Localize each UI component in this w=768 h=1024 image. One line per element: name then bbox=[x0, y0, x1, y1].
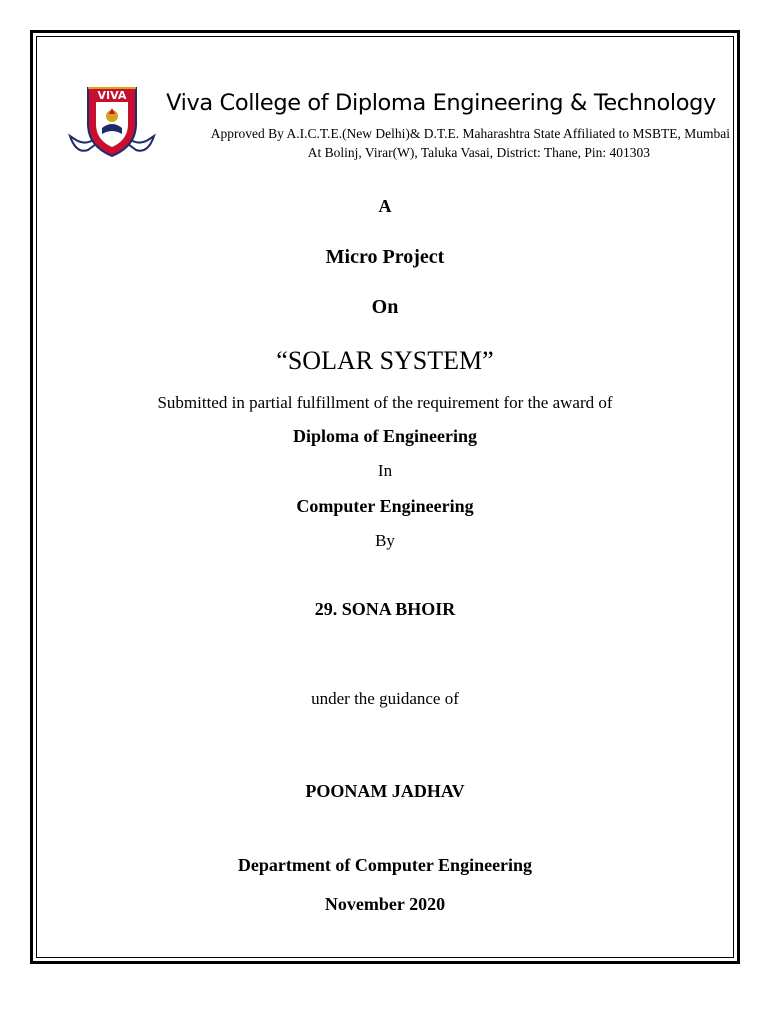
approval-line: Approved By A.I.C.T.E.(New Delhi)& D.T.E. Maharashtra State Affiliated to MSBTE, Mumbai bbox=[210, 126, 730, 141]
address-line: At Bolinj, Virar(W), Taluka Vasai, District: Thane, Pin: 401303 bbox=[307, 145, 650, 160]
crest-label: VIVA bbox=[97, 89, 127, 102]
department-label: Department of Computer Engineering bbox=[237, 855, 533, 875]
college-header bbox=[66, 84, 730, 164]
guidance-label: under the guidance of bbox=[311, 689, 459, 708]
guide-name: POONAM JADHAV bbox=[305, 781, 465, 801]
line-a: A bbox=[378, 196, 392, 216]
diploma-label: Diploma of Engineering bbox=[292, 426, 477, 446]
date-label: November 2020 bbox=[324, 894, 446, 914]
by-label: By bbox=[375, 531, 395, 550]
micro-project-label: Micro Project bbox=[325, 246, 445, 268]
college-crest-icon bbox=[66, 84, 158, 164]
student-name: 29. SONA BHOIR bbox=[314, 599, 456, 619]
submission-statement: Submitted in partial fulfillment of the requirement for the award of bbox=[157, 393, 613, 412]
on-label: On bbox=[371, 296, 399, 318]
college-name: Viva College of Diploma Engineering & Technology bbox=[166, 90, 716, 116]
project-title: “SOLAR SYSTEM” bbox=[276, 346, 494, 375]
branch-label: Computer Engineering bbox=[296, 496, 474, 516]
in-label: In bbox=[377, 461, 393, 480]
